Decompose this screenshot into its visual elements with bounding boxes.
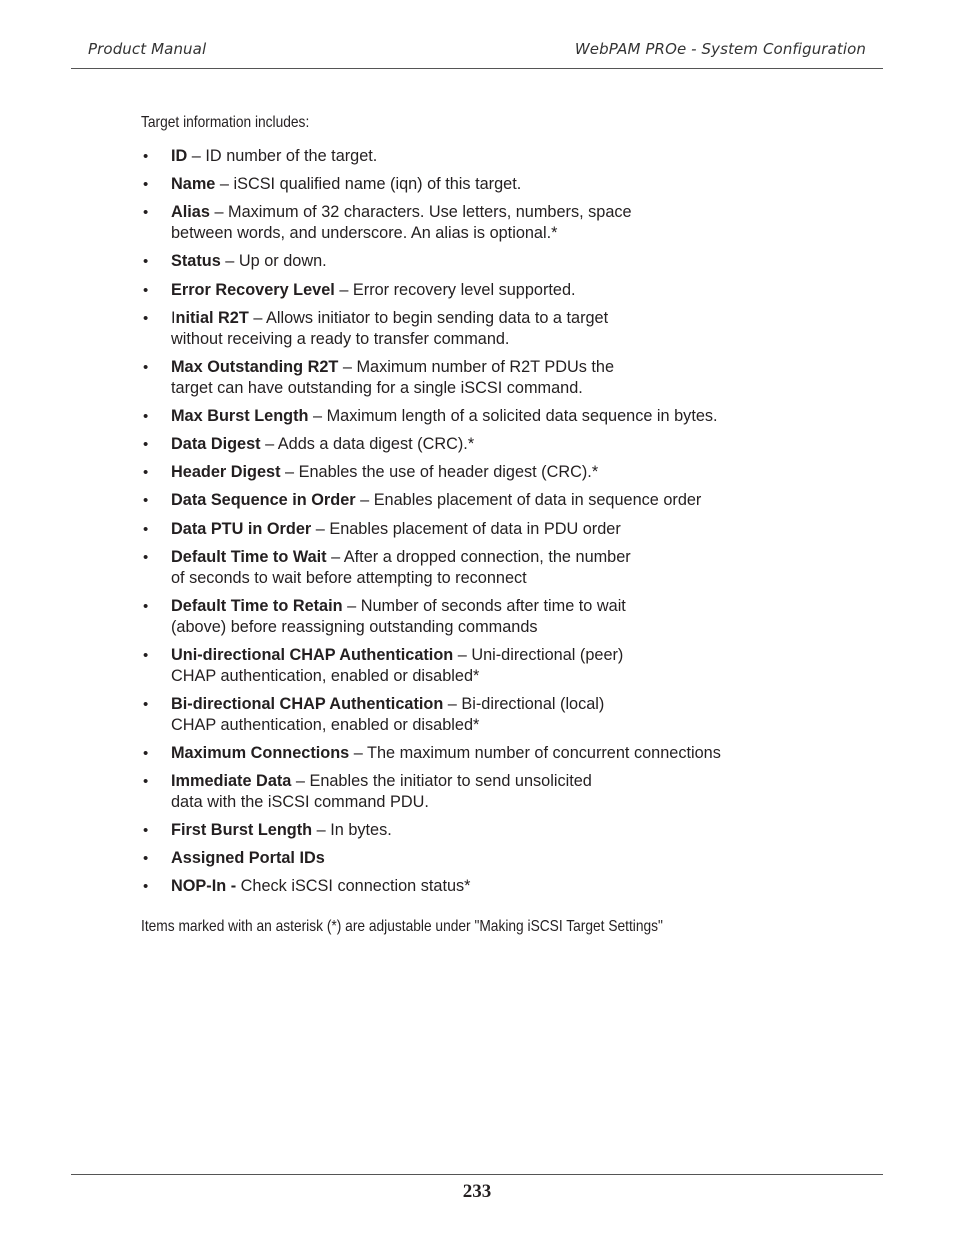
list-item-text	[171, 357, 791, 399]
list-item-term-prefix: I	[171, 308, 176, 327]
list-item-description: – Maximum number of R2T PDUs the	[338, 357, 615, 376]
bullet-icon: •	[143, 492, 149, 510]
list-item-text	[171, 434, 791, 455]
header-manual-title: Product Manual	[88, 40, 207, 58]
bullet-icon: •	[143, 850, 149, 868]
footnote: Items marked with an asterisk (*) are adjustable under "Making iSCSI Target Settings"	[141, 918, 663, 935]
list-item-description-continued: data with the iSCSI command PDU.	[171, 793, 429, 811]
bullet-icon: •	[143, 464, 149, 482]
list-item-text	[171, 848, 791, 869]
list-item-description: – Uni-directional (peer)	[453, 645, 624, 664]
list-item-text	[171, 694, 791, 736]
list-item-term: Data PTU in Order	[171, 519, 312, 538]
bullet-icon: •	[143, 695, 149, 713]
list-item-term: Data Digest	[171, 435, 261, 453]
list-item-description: – Enables placement of data in sequence order	[355, 491, 702, 510]
list-item-description-continued: of seconds to wait before attempting to reconnect	[171, 568, 527, 587]
list-item-description-continued: without receiving a ready to transfer command.	[171, 329, 510, 348]
list-item-description: – Enables the use of header digest (CRC).*	[280, 463, 599, 482]
list-item-term: Error Recovery Level	[171, 280, 335, 299]
list-item-text	[171, 490, 791, 511]
list-item-term: Uni-directional CHAP Authentication	[171, 645, 454, 664]
list-item-term: Max Burst Length	[171, 406, 309, 425]
list-item-text	[171, 202, 791, 244]
list-item-term: Maximum Connections	[171, 743, 350, 762]
footer-divider	[71, 1174, 883, 1175]
list-item-text	[171, 308, 791, 350]
list-item-text	[171, 146, 791, 167]
bullet-icon: •	[143, 597, 149, 615]
list-item-description-continued: between words, and underscore. An alias is optional.*	[171, 224, 558, 243]
bullet-icon: •	[143, 407, 149, 425]
list-item-text	[171, 743, 791, 764]
list-item-term: Alias	[171, 203, 210, 222]
list-item-description: – Enables placement of data in PDU order	[311, 519, 621, 538]
header-divider	[71, 68, 883, 69]
list-item-text	[171, 820, 791, 841]
list-item-description-continued: CHAP authentication, enabled or disabled*	[171, 666, 480, 685]
list-item-description: – Adds a data digest (CRC).*	[260, 435, 475, 453]
list-item-text	[171, 406, 791, 427]
bullet-icon: •	[143, 773, 149, 790]
list-item-term: Immediate Data	[171, 772, 292, 790]
list-item-text	[171, 547, 791, 589]
list-item-term: Bi-directional CHAP Authentication	[171, 694, 444, 713]
bullet-icon: •	[143, 822, 149, 839]
bullet-icon: •	[143, 358, 149, 376]
bullet-icon: •	[143, 281, 149, 299]
bullet-icon: •	[143, 646, 149, 664]
list-item-text	[171, 519, 791, 540]
bullet-icon: •	[143, 436, 149, 453]
list-item-description: Check iSCSI connection status*	[236, 877, 471, 896]
list-item-description: – In bytes.	[312, 821, 392, 839]
list-item-description: – Maximum of 32 characters. Use letters, numbers, space	[209, 203, 632, 222]
list-item-term: Data Sequence in Order	[171, 491, 356, 510]
list-item-description: – The maximum number of concurrent connections	[349, 743, 721, 762]
list-item-term: NOP-In -	[171, 877, 237, 896]
list-item-text	[171, 771, 791, 813]
list-item-term: Assigned Portal IDs	[171, 849, 325, 868]
list-item-description: – Allows initiator to begin sending data to a target	[248, 308, 609, 327]
list-item-text	[171, 174, 791, 195]
intro-text: Target information includes:	[141, 114, 310, 131]
list-item-text	[171, 462, 791, 483]
bullet-icon: •	[143, 548, 149, 566]
list-item-term: Default Time to Retain	[171, 596, 343, 615]
list-item-term: nitial R2T	[175, 308, 249, 327]
list-item-text	[171, 251, 791, 272]
list-item-description: – Bi-directional (local)	[443, 694, 605, 713]
list-item-term: Max Outstanding R2T	[171, 357, 339, 376]
list-item-text	[171, 280, 791, 301]
list-item-term: Status	[171, 252, 221, 271]
list-item-term: Default Time to Wait	[171, 547, 327, 566]
header-section-title: WebPAM PROe - System Configuration	[574, 40, 866, 58]
bullet-icon: •	[143, 148, 149, 165]
list-item-description: – After a dropped connection, the number	[326, 547, 631, 566]
bullet-icon: •	[143, 253, 149, 271]
list-item-description-continued: target can have outstanding for a single iSCSI command.	[171, 378, 583, 397]
bullet-icon: •	[143, 176, 149, 194]
list-item-description-continued: (above) before reassigning outstanding commands	[171, 617, 538, 636]
bullet-icon: •	[143, 309, 149, 327]
page-header	[0, 0, 954, 70]
bullet-icon: •	[143, 744, 149, 762]
list-item-description: – Maximum length of a solicited data sequence in bytes.	[308, 406, 718, 425]
list-item-term: ID	[171, 147, 188, 165]
list-item-text	[171, 876, 791, 897]
list-item-description: – ID number of the target.	[187, 147, 378, 165]
list-item-term: Header Digest	[171, 463, 281, 482]
list-item-text	[171, 645, 791, 687]
list-item-description: – Enables the initiator to send unsolicited	[291, 772, 592, 790]
list-item-description: – Up or down.	[220, 252, 327, 271]
list-item-description-continued: CHAP authentication, enabled or disabled*	[171, 715, 480, 734]
list-item-description: – Number of seconds after time to wait	[342, 596, 626, 615]
page-number: 233	[462, 1181, 492, 1202]
bullet-icon: •	[143, 878, 149, 896]
bullet-icon: •	[143, 204, 149, 222]
list-item-text	[171, 596, 791, 638]
list-item-description: – iSCSI qualified name (iqn) of this target.	[215, 175, 522, 194]
bullet-icon: •	[143, 520, 149, 538]
list-item-description: – Error recovery level supported.	[334, 280, 576, 299]
list-item-term: Name	[171, 175, 216, 194]
list-item-term: First Burst Length	[171, 821, 313, 839]
